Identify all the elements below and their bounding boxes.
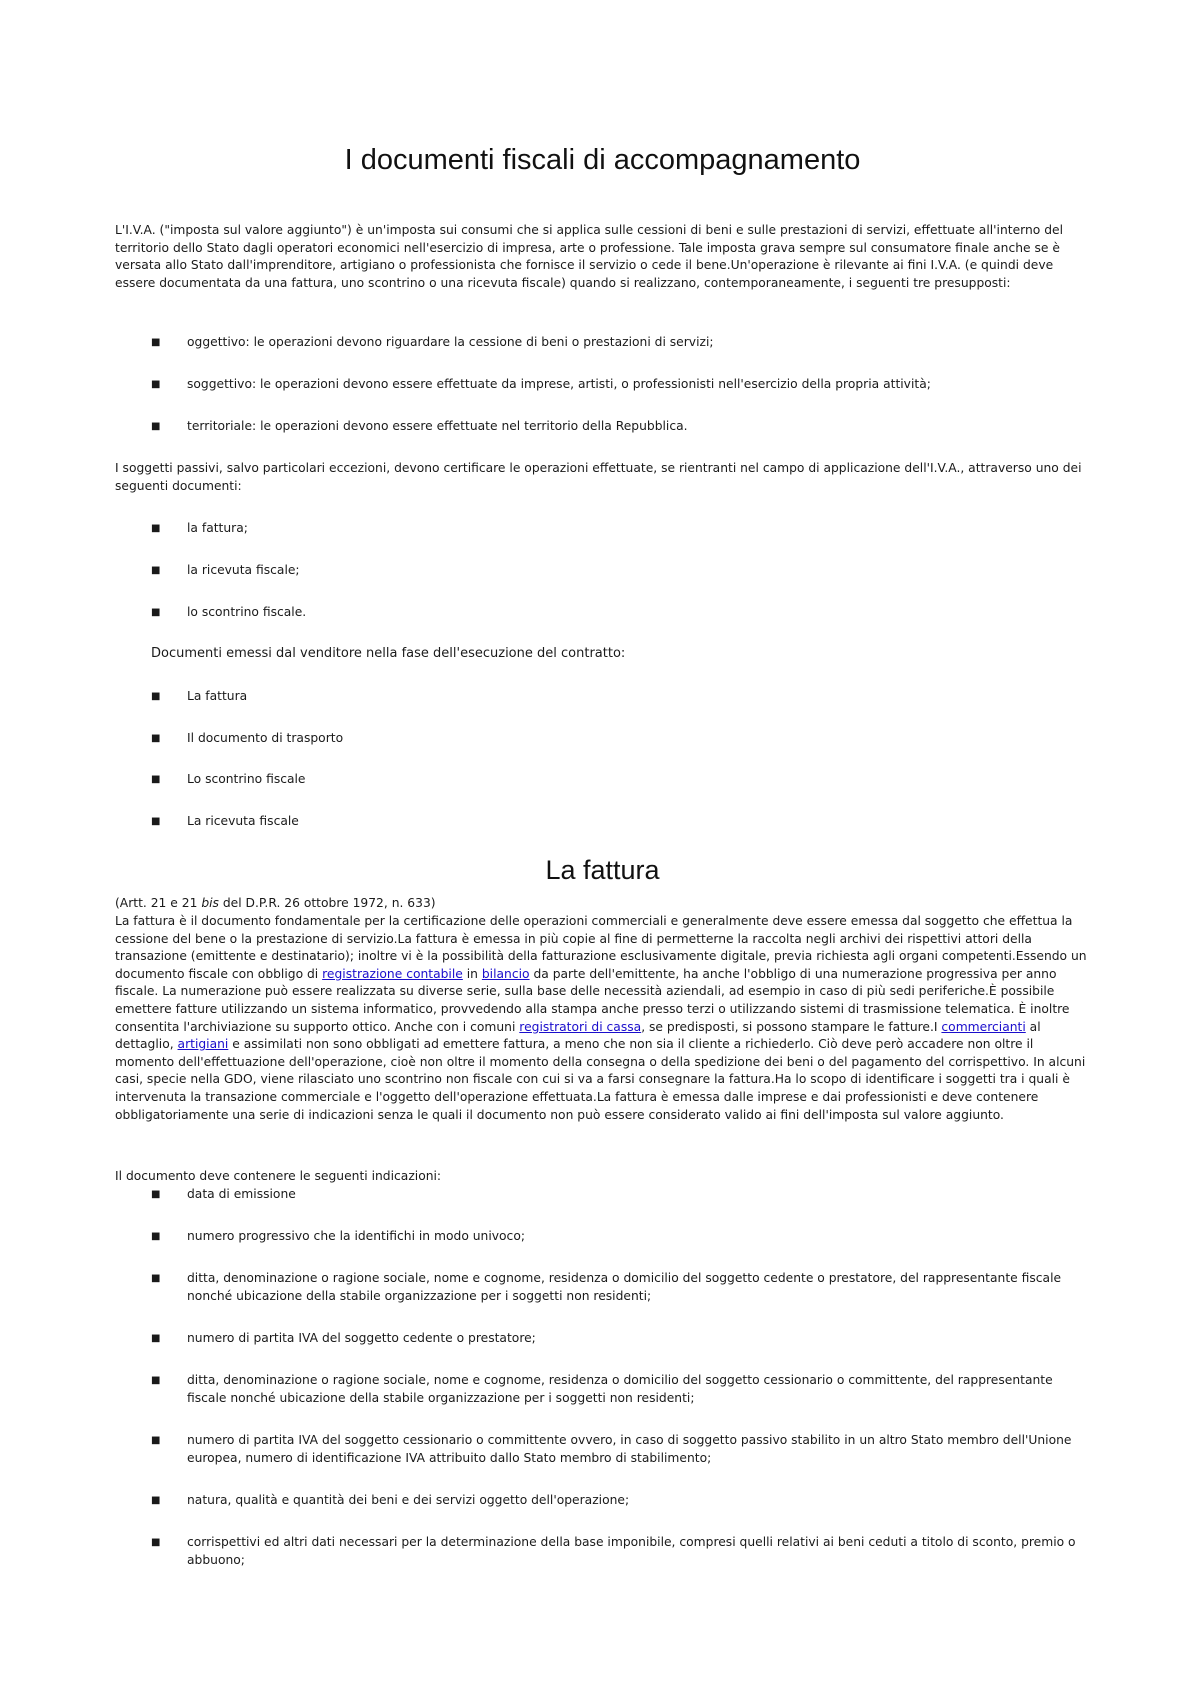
bullet-icon: ■: [151, 421, 161, 432]
bullet-icon: ■: [151, 607, 161, 618]
list-item: ■ numero di partita IVA del soggetto cedente o prestatore;: [151, 1330, 1081, 1348]
list-item: ■ territoriale: le operazioni devono essere effettuate nel territorio della Repubblica.: [151, 418, 1081, 436]
list-item: ■ lo scontrino fiscale.: [151, 604, 1081, 622]
artigiani-link[interactable]: artigiani: [177, 1037, 229, 1052]
bullet-icon: ■: [151, 1273, 161, 1284]
list-item: ■ Lo scontrino fiscale: [151, 771, 1081, 789]
bullet-icon: ■: [151, 379, 161, 390]
indicazioni-heading: Il documento deve contenere le seguenti indicazioni:: [115, 1169, 442, 1183]
intro-paragraph: L'I.V.A. ("imposta sul valore aggiunto") è un'imposta sui consumi che si applica sulle cessioni di beni e sulle prestazioni di servizi, effettuate all'interno del territorio dello Stato dagli operatori economici nell'esercizio di impresa, arte o professione. Tale imposta grava sempre sul consumatore finale anche se è versata allo Stato dall'imprenditore, artigiano o professionista che fornisce il servizio o cede il bene.Un'operazione è rilevante ai fini I.V.A. (e quindi deve essere documentata da una fattura, uno scontrino o una ricevuta fiscale) quando si realizzano, contemporaneamente, i seguenti tre presupposti:: [115, 223, 1064, 290]
bullet-icon: ■: [151, 337, 161, 348]
documenti-venditore-heading: Documenti emessi dal venditore nella fase dell'esecuzione del contratto:: [151, 646, 626, 661]
bilancio-link[interactable]: bilancio: [481, 966, 530, 981]
bullet-icon: ■: [151, 565, 161, 576]
fattura-paragraph: La fattura è il documento fondamentale per la certificazione delle operazioni commerciali e generalmente deve essere emessa dal soggetto che effettua la cessione del bene o la prestazione di servizio.La fattura è emessa in più copie al fine di permetterne la raccolta negli archivi dei rispettivi attori della transazione (emittente e destinatario); inoltre vi è la possibilità della fatturazione esclusivamente digitale, previa richiesta agli organi competenti.Essendo un documento fiscale con obbligo di registrazione contabile in bilancio da parte dell'emittente, ha anche l'obbligo di una numerazione progressiva per anno fiscale. La numerazione può essere realizzata su diverse serie, sulla base delle necessità aziendali, ad esempio in caso di più sedi periferiche.È possibile emettere fatture utilizzando un sistema informatico, provvedendo alla stampa anche presso terzi o utilizzando sistemi di trasmissione telematica. È inoltre consentita l'archiviazione su supporto ottico. Anche con i comuni registratori di cassa, se predisposti, si possono stampare le fatture.I commercianti al dettaglio, artigiani e assimilati non sono obbligati ad emettere fattura, a meno che non sia il cliente a richiederlo. Ciò deve però accadere non oltre il momento dell'effettuazione dell'operazione, cioè non oltre il momento della consegna o della spedizione dei beni o del pagamento del corrispettivo. In alcuni casi, specie nella GDO, viene rilasciato uno scontrino non fiscale con cui si va a farsi consegnare la fattura.Ha lo scopo di identificare i soggetti tra i quali è intervenuta la transazione commerciale e l'oggetto dell'operazione effettuata.La fattura è emessa dalle imprese e dai professionisti e deve contenere obbligatoriamente una serie di indicazioni senza le quali il documento non può essere considerato valido ai fini dell'imposta sul valore aggiunto.: [115, 914, 1087, 1122]
bullet-icon: ■: [151, 523, 161, 534]
list-item: ■ ditta, denominazione o ragione sociale, nome e cognome, residenza o domicilio del soggetto cessionario o committente, del rappresentante fiscale nonché ubicazione della stabile organizzazione per i soggetti non residenti;: [151, 1373, 1053, 1405]
page-title: I documenti fiscali di accompagnamento: [344, 144, 861, 176]
list-item: ■ la fattura;: [151, 520, 1081, 538]
list-item: ■ numero progressivo che la identifichi in modo univoco;: [151, 1228, 1081, 1246]
list-item: ■ Il documento di trasporto: [151, 730, 1081, 748]
bullet-icon: ■: [151, 691, 161, 702]
list-item: ■ soggettivo: le operazioni devono essere effettuate da imprese, artisti, o professionisti nell'esercizio della propria attività;: [151, 376, 1081, 394]
fattura-reference: (Artt. 21 e 21 bis del D.P.R. 26 ottobre 1972, n. 633): [115, 896, 436, 910]
section-title: La fattura: [545, 855, 660, 885]
list-item: ■ la ricevuta fiscale;: [151, 562, 1081, 580]
list-item: ■ oggettivo: le operazioni devono riguardare la cessione di beni o prestazioni di servizi;: [151, 334, 1081, 352]
list-item: ■ data di emissione: [151, 1186, 1081, 1204]
bullet-icon: ■: [151, 774, 161, 785]
list-item: ■ La fattura: [151, 688, 1081, 706]
registratori-di-cassa-link[interactable]: registratori di cassa: [519, 1019, 642, 1034]
bullet-icon: ■: [151, 1333, 161, 1344]
bullet-icon: ■: [151, 1495, 161, 1506]
soggetti-passivi-paragraph: I soggetti passivi, salvo particolari eccezioni, devono certificare le operazioni effettuate, se rientranti nel campo di applicazione dell'I.V.A., attraverso uno dei seguenti documenti:: [115, 461, 1082, 493]
list-item: ■ ditta, denominazione o ragione sociale, nome e cognome, residenza o domicilio del soggetto cedente o prestatore, del rappresentante fiscale nonché ubicazione della stabile organizzazione per i soggetti non residenti;: [151, 1271, 1062, 1303]
bullet-icon: ■: [151, 1435, 161, 1446]
bullet-icon: ■: [151, 1375, 161, 1386]
list-item: ■ natura, qualità e quantità dei beni e dei servizi oggetto dell'operazione;: [151, 1492, 1081, 1510]
commercianti-link[interactable]: commercianti: [941, 1019, 1026, 1034]
list-item: ■ La ricevuta fiscale: [151, 813, 1081, 831]
bullet-icon: ■: [151, 1189, 161, 1200]
bullet-icon: ■: [151, 816, 161, 827]
bullet-icon: ■: [151, 1231, 161, 1242]
list-item: ■ corrispettivi ed altri dati necessari per la determinazione della base imponibile, compresi quelli relativi ai beni ceduti a titolo di sconto, premio o abbuono;: [151, 1535, 1076, 1567]
bullet-icon: ■: [151, 1537, 161, 1548]
registrazione-contabile-link[interactable]: registrazione contabile: [322, 966, 463, 981]
bullet-icon: ■: [151, 733, 161, 744]
list-item: ■ numero di partita IVA del soggetto cessionario o committente ovvero, in caso di soggetto passivo stabilito in un altro Stato membro dell'Unione europea, numero di identificazione IVA attribuito dallo Stato membro di stabilimento;: [151, 1433, 1072, 1465]
